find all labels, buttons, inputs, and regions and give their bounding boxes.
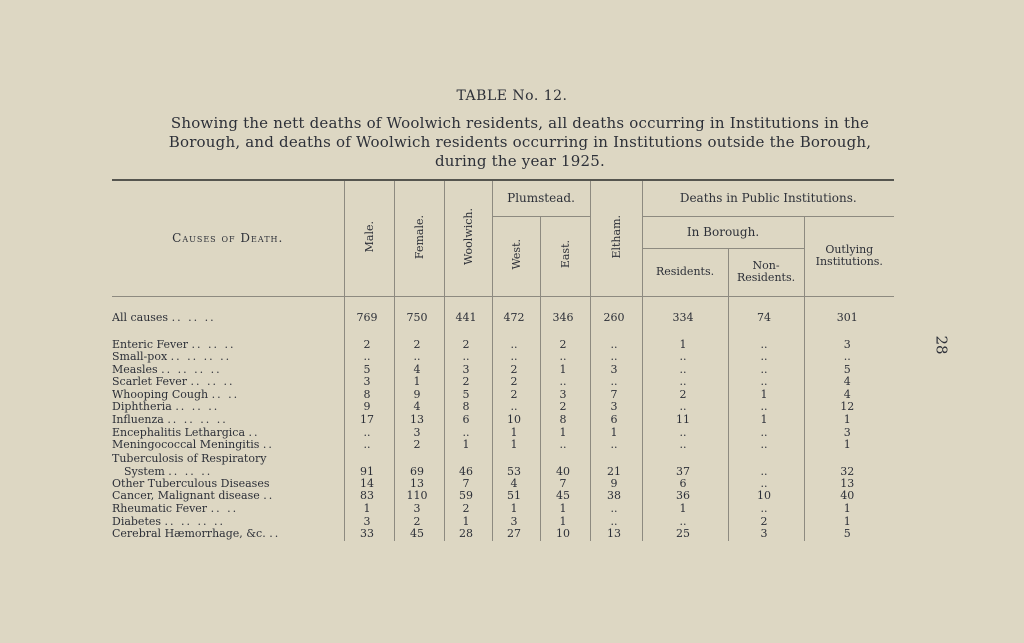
table-cell: 2: [394, 516, 444, 529]
table-cell: 1: [540, 503, 590, 516]
table-cell: 2: [540, 339, 590, 352]
table-cell: 3: [344, 376, 394, 389]
table-cell: ..: [590, 351, 642, 364]
table-cell: 2: [444, 339, 492, 352]
table-cell: 3: [728, 528, 804, 541]
table-row: Encephalitis Lethargica .. .. 3 .. 1 1 1 .. .. 3: [112, 427, 894, 440]
header-in-borough: In Borough.: [642, 216, 804, 248]
header-plumstead: Plumstead.: [492, 180, 590, 216]
table-cell: 2: [444, 503, 492, 516]
table-cell: ..: [540, 376, 590, 389]
table-cell: ..: [642, 439, 728, 452]
table-cell: 14: [344, 478, 394, 491]
table-cell: [728, 331, 804, 339]
table-title: TABLE No. 12.: [456, 88, 568, 104]
table-cell: 3: [394, 427, 444, 440]
table-cell: 2: [394, 339, 444, 352]
table-cell: ..: [590, 339, 642, 352]
table-cell: 1: [642, 503, 728, 516]
table-cell: 83: [344, 490, 394, 503]
table-cell: ..: [590, 376, 642, 389]
table-cell: 9: [394, 389, 444, 402]
table-cell: 260: [590, 305, 642, 331]
table-cell: ..: [728, 503, 804, 516]
table-cell: ..: [444, 427, 492, 440]
table-cell: 1: [804, 439, 894, 452]
table-cell: ..: [642, 376, 728, 389]
table-cell: 27: [492, 528, 540, 541]
table-cell: 346: [540, 305, 590, 331]
table-cell: ..: [642, 516, 728, 529]
table-cell: 1: [492, 439, 540, 452]
table-cell: [344, 296, 394, 305]
table-cell: 3: [590, 364, 642, 377]
table-cell: 46: [444, 452, 492, 478]
header-public-institutions: Deaths in Public Institutions.: [642, 180, 894, 216]
table-cell: ..: [728, 401, 804, 414]
table-row: Diphtheria .. .. .. 9 4 8 .. 2 3 .. .. 12: [112, 401, 894, 414]
table-cell: 2: [492, 376, 540, 389]
table-cell: 1: [642, 339, 728, 352]
table-cell: 4: [394, 401, 444, 414]
header-residents: Residents.: [642, 248, 728, 296]
table-cell: 2: [344, 339, 394, 352]
table-cell: 69: [394, 452, 444, 478]
header-eltham: Eltham.: [590, 180, 642, 296]
table-cell: 6: [590, 414, 642, 427]
header-woolwich: Woolwich.: [444, 180, 492, 296]
table-cell: 7: [540, 478, 590, 491]
table-cell: 2: [492, 364, 540, 377]
table-cell: 53: [492, 452, 540, 478]
table-cell: ..: [642, 401, 728, 414]
table-cell: [540, 331, 590, 339]
table-cell: 1: [728, 414, 804, 427]
table-cell: ..: [590, 503, 642, 516]
table-cell: 5: [804, 528, 894, 541]
table-cell: 750: [394, 305, 444, 331]
table-cell: ..: [344, 427, 394, 440]
table-cell: ..: [642, 351, 728, 364]
table-cell: 1: [344, 503, 394, 516]
table-cell: ..: [492, 401, 540, 414]
table-cell: 5: [344, 364, 394, 377]
table-cell: 12: [804, 401, 894, 414]
table-caption: Showing the nett deaths of Woolwich residents, all deaths occurring in Institutions in the Borough, and deaths of Woolwich residents occurring in Institutions outside the Borough, during the year 1925.: [168, 114, 872, 170]
table-cell: 110: [394, 490, 444, 503]
table-cell: 2: [642, 389, 728, 402]
table-cell: ..: [394, 351, 444, 364]
table-cell: ..: [590, 516, 642, 529]
table-cell: [642, 296, 728, 305]
table-cell: 2: [492, 389, 540, 402]
table-cell: 7: [444, 478, 492, 491]
table-cell: 769: [344, 305, 394, 331]
header-east: East.: [540, 216, 590, 296]
table-cell: [642, 331, 728, 339]
table-cell: ..: [590, 439, 642, 452]
table-cell: 5: [804, 364, 894, 377]
table-cell: 3: [394, 503, 444, 516]
mortality-table: [112, 179, 894, 541]
table-cell: 38: [590, 490, 642, 503]
table-cell: 441: [444, 305, 492, 331]
table-cell: ..: [344, 351, 394, 364]
table-cell: 1: [540, 427, 590, 440]
table-cell: 1: [804, 516, 894, 529]
table-cell: 4: [804, 389, 894, 402]
table-cell: 10: [492, 414, 540, 427]
table-cell: 91: [344, 452, 394, 478]
table-cell: ..: [344, 439, 394, 452]
table-cell: 1: [492, 427, 540, 440]
table-row: Tuberculosis of Respiratory System .. .. .. 91 69 46 53 40 21 37 .. 32: [112, 452, 894, 478]
header-west: West.: [492, 216, 540, 296]
table-body: [112, 296, 894, 541]
table-cell: 7: [590, 389, 642, 402]
table-cell: [804, 296, 894, 305]
table-cell: ..: [728, 376, 804, 389]
table-cell: 1: [444, 439, 492, 452]
table-cell: ..: [642, 364, 728, 377]
table-cell: 36: [642, 490, 728, 503]
page-number: 28: [932, 335, 951, 355]
table-cell: 301: [804, 305, 894, 331]
table-cell: 6: [642, 478, 728, 491]
table-row: Enteric Fever .. .. .. 2 2 2 .. 2 .. 1 .. 3: [112, 339, 894, 352]
table-cell: 2: [728, 516, 804, 529]
table-cell: ..: [540, 439, 590, 452]
table-cell: [394, 331, 444, 339]
table-cell: 45: [540, 490, 590, 503]
table-row: All causes .. .. .. 769 750 441 472 346 260 334 74 301: [112, 305, 894, 331]
table-cell: 51: [492, 490, 540, 503]
table-cell: 8: [540, 414, 590, 427]
table-cell: ..: [642, 427, 728, 440]
table-cell: ..: [444, 351, 492, 364]
table-cell: 1: [540, 516, 590, 529]
table-cell: 3: [344, 516, 394, 529]
table-row: Measles .. .. .. .. 5 4 3 2 1 3 .. .. 5: [112, 364, 894, 377]
table-cell: ..: [728, 351, 804, 364]
table-cell: 3: [804, 427, 894, 440]
table-cell: 1: [540, 364, 590, 377]
table-row: Diabetes .. .. .. .. 3 2 1 3 1 .. .. 2 1: [112, 516, 894, 529]
table-cell: 1: [590, 427, 642, 440]
table-cell: 472: [492, 305, 540, 331]
table-cell: 59: [444, 490, 492, 503]
table-row: Whooping Cough .. .. 8 9 5 2 3 7 2 1 4: [112, 389, 894, 402]
table-cell: 74: [728, 305, 804, 331]
table-cell: [590, 331, 642, 339]
table-cell: 3: [492, 516, 540, 529]
table-cell: [394, 296, 444, 305]
table-cell: 8: [344, 389, 394, 402]
table-cell: 3: [540, 389, 590, 402]
table-row: Meningococcal Meningitis .. .. 2 1 1 .. .. .. .. 1: [112, 439, 894, 452]
table-cell: [804, 331, 894, 339]
table-cell: 3: [804, 339, 894, 352]
table-cell: 3: [590, 401, 642, 414]
table-cell: [444, 296, 492, 305]
header-non-residents: Non-Residents.: [728, 248, 804, 296]
table-cell: ..: [728, 427, 804, 440]
table-cell: 25: [642, 528, 728, 541]
table-cell: 4: [804, 376, 894, 389]
table-cell: 32: [804, 452, 894, 478]
table-cell: 1: [492, 503, 540, 516]
table-cell: 2: [444, 376, 492, 389]
table-cell: ..: [804, 351, 894, 364]
table-cell: 13: [394, 478, 444, 491]
table-cell: 13: [804, 478, 894, 491]
table-cell: [492, 296, 540, 305]
table-cell: 1: [394, 376, 444, 389]
table-cell: 13: [394, 414, 444, 427]
table-cell: 1: [804, 503, 894, 516]
table-cell: ..: [492, 339, 540, 352]
table-cell: 5: [444, 389, 492, 402]
table-cell: [492, 331, 540, 339]
table-cell: 334: [642, 305, 728, 331]
table-cell: 8: [444, 401, 492, 414]
table-cell: 40: [804, 490, 894, 503]
table-cell: 13: [590, 528, 642, 541]
table-cell: [344, 331, 394, 339]
table-row: Small-pox .. .. .. .. .. .. .. .. .. .. .. .. ..: [112, 351, 894, 364]
table-cell: 2: [540, 401, 590, 414]
table-cell: 11: [642, 414, 728, 427]
table-cell: 3: [444, 364, 492, 377]
table-cell: 4: [394, 364, 444, 377]
table-cell: 45: [394, 528, 444, 541]
table-cell: 21: [590, 452, 642, 478]
table-cell: ..: [728, 478, 804, 491]
table-cell: ..: [728, 339, 804, 352]
table-cell: 33: [344, 528, 394, 541]
table-cell: 10: [728, 490, 804, 503]
table-cell: ..: [728, 364, 804, 377]
table-cell: 28: [444, 528, 492, 541]
table-cell: 1: [804, 414, 894, 427]
table-cell: 9: [590, 478, 642, 491]
table-cell: [590, 296, 642, 305]
table-cell: 2: [394, 439, 444, 452]
table-cell: ..: [540, 351, 590, 364]
table-cell: 40: [540, 452, 590, 478]
table-cell: [444, 331, 492, 339]
table-cell: 37: [642, 452, 728, 478]
table-row: Cancer, Malignant disease .. 83 110 59 51 45 38 36 10 40: [112, 490, 894, 503]
table-cell: 1: [444, 516, 492, 529]
table-row: Rheumatic Fever .. .. 1 3 2 1 1 .. 1 .. 1: [112, 503, 894, 516]
table-cell: 6: [444, 414, 492, 427]
table-cell: ..: [728, 452, 804, 478]
table-cell: ..: [492, 351, 540, 364]
table-row: Influenza .. .. .. .. 17 13 6 10 8 6 11 1 1: [112, 414, 894, 427]
table-cell: [728, 296, 804, 305]
table-row: Cerebral Hæmorrhage, &c. .. 33 45 28 27 10 13 25 3 5: [112, 528, 894, 541]
table-cell: 17: [344, 414, 394, 427]
table-cell: [540, 296, 590, 305]
table-cell: 10: [540, 528, 590, 541]
table-row: Other Tuberculous Diseases 14 13 7 4 7 9 6 .. 13: [112, 478, 894, 491]
table-header: [112, 180, 894, 296]
table-cell: 1: [728, 389, 804, 402]
table-cell: 4: [492, 478, 540, 491]
table-row: Scarlet Fever .. .. .. 3 1 2 2 .. .. .. .. 4: [112, 376, 894, 389]
header-causes: Causes of Death.: [112, 180, 344, 296]
table-cell: 9: [344, 401, 394, 414]
table-cell: ..: [728, 439, 804, 452]
header-male: Male.: [344, 180, 394, 296]
header-female: Female.: [394, 180, 444, 296]
header-outlying: Outlying Institutions.: [804, 216, 894, 296]
